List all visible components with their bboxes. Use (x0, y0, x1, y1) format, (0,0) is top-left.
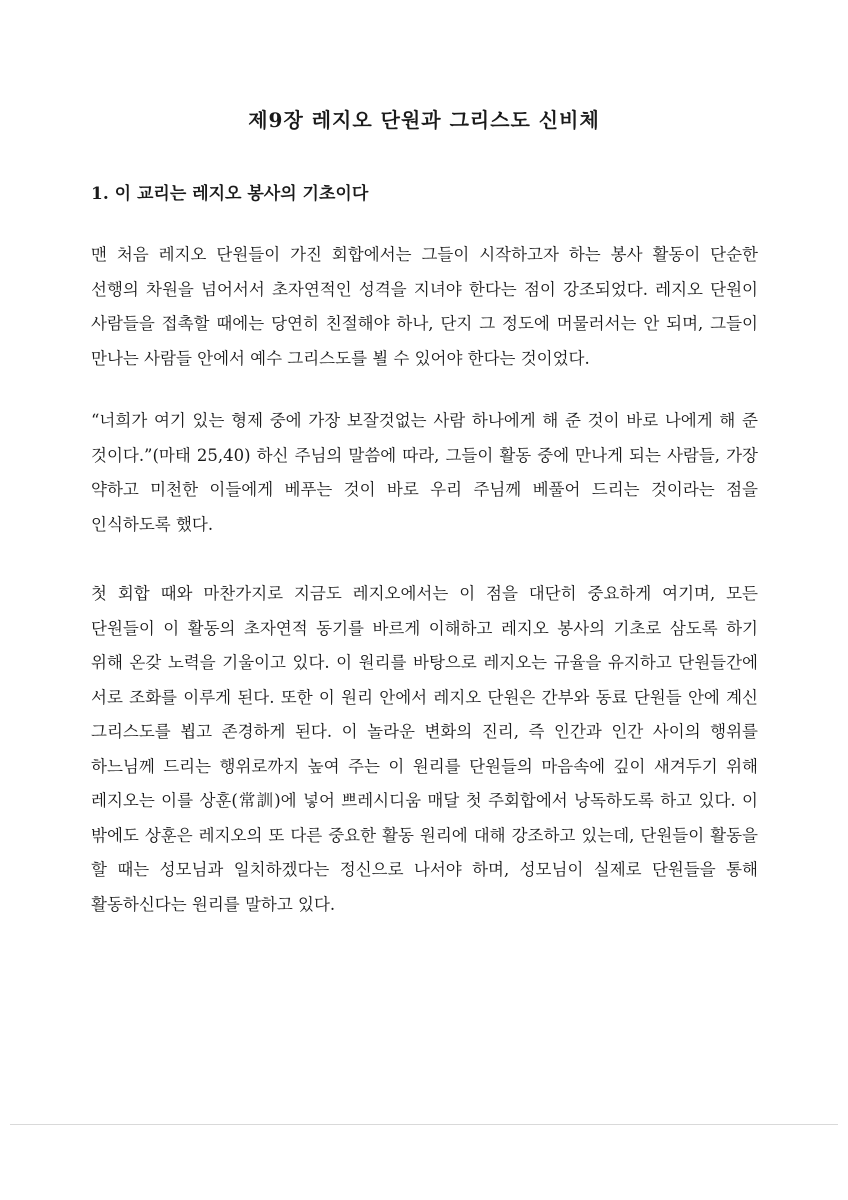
paragraph-1: 맨 처음 레지오 단원들이 가진 회합에서는 그들이 시작하고자 하는 봉사 활동이 단순한 선행의 차원을 넘어서서 초자연적인 성격을 지녀야 한다는 점이 강조되었다. 레지오 단원이 사람들을 접촉할 때에는 당연히 친절해야 하나, 단지 그 정도에 머물러서는 안 되며, 그들이 만나는 사람들 안에서 예수 그리스도를 뵐 수 있어야 한다는 것이었다. (91, 245, 758, 368)
chapter-title: 제9장 레지오 단원과 그리스도 신비체 (248, 108, 600, 132)
paragraph-2: “너희가 여기 있는 형제 중에 가장 보잘것없는 사람 하나에게 해 준 것이 바로 나에게 해 준 것이다.”(마태 25,40) 하신 주님의 말씀에 따라, 그들이 활동 중에 만나게 되는 사람들, 가장 약하고 미천한 이들에게 베푸는 것이 바로 우리 주님께 베풀어 드리는 것이라는 점을 인식하도록 했다. (91, 411, 758, 534)
section-heading: 1. 이 교리는 레지오 봉사의 기초이다 (91, 184, 369, 204)
paragraph-3: 첫 회합 때와 마찬가지로 지금도 레지오에서는 이 점을 대단히 중요하게 여기며, 모든 단원들이 이 활동의 초자연적 동기를 바르게 이해하고 레지오 봉사의 기초로 삼도록 하기 위해 온갖 노력을 기울이고 있다. 이 원리를 바탕으로 레지오는 규율을 유지하고 단원들간에 서로 조화를 이루게 된다. 또한 이 원리 안에서 레지오 단원은 간부와 동료 단원들 안에 계신 그리스도를 뵙고 존경하게 된다. 이 놀라운 변화의 진리, 즉 인간과 인간 사이의 행위를 하느님께 드리는 행위로까지 높여 주는 이 원리를 단원들의 마음속에 깊이 새겨두기 위해 레지오는 이를 상훈(常訓)에 넣어 쁘레시디움 매달 첫 주회합에서 낭독하도록 하고 있다. 이 밖에도 상훈은 레지오의 또 다른 중요한 활동 원리에 대해 강조하고 있는데, 단원들이 활동을 할 때는 성모님과 일치하겠다는 정신으로 나서야 하며, 성모님이 실제로 단원들을 통해 활동하신다는 원리를 말하고 있다. (91, 584, 758, 914)
footer-divider (10, 1124, 838, 1125)
